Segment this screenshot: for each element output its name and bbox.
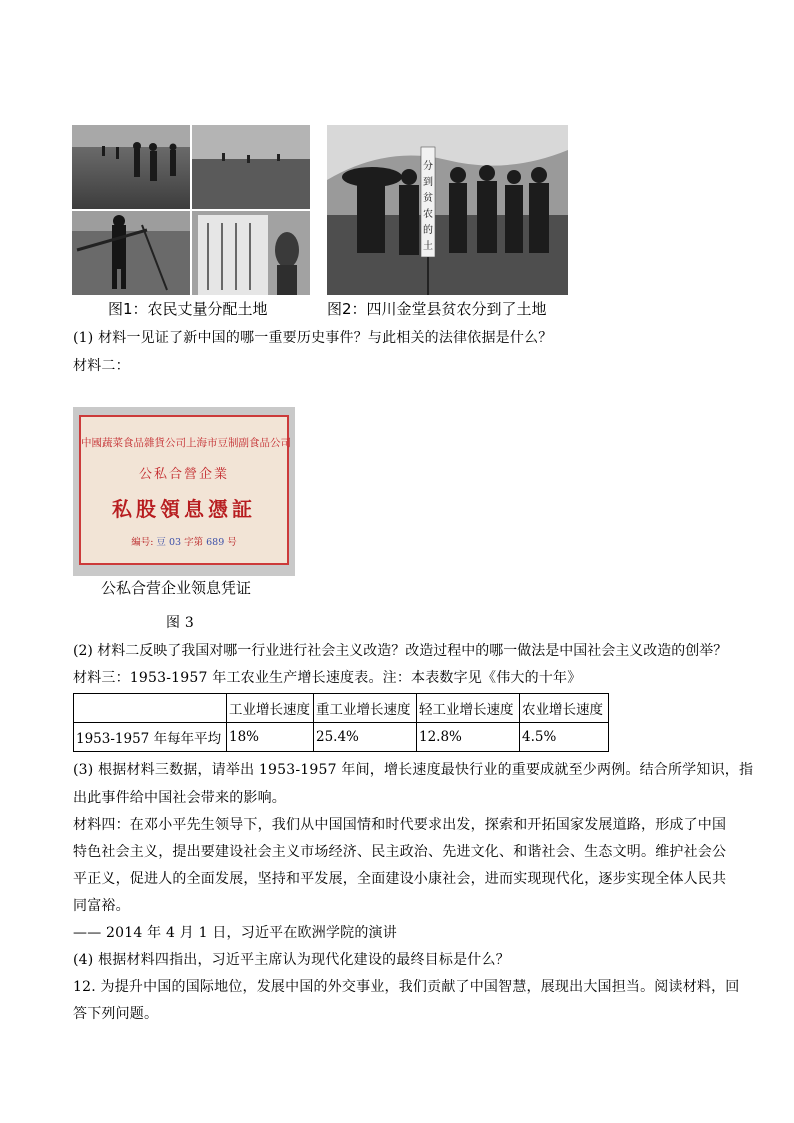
fig1-caption: 图1：农民丈量分配土地 [108,300,268,318]
fig2-sign-char-3: 贫 [423,193,433,204]
table-row-label: 1953-1957 年每年平均 [74,723,227,752]
question-1: (1) 材料一见证了新中国的哪一重要历史事件？与此相关的法律依据是什么？ [73,330,553,346]
material-2-label: 材料二： [73,358,130,374]
material-4-line-4: 同富裕。 [73,898,130,914]
table-header-industry: 工业增长速度 [227,694,314,723]
fig2-sign-char-4: 农 [423,209,433,220]
table-header-row [74,694,609,723]
fig2-caption: 图2：四川金堂县贫农分到了土地 [327,300,547,318]
material-4-line-3: 平正义，促进人的全面发展，坚持和平发展，全面建设小康社会，进而实现现代化，逐步实现全体人民共 [73,871,727,887]
certificate-number-value: 豆 03 [156,537,182,548]
table-cell-agriculture: 4.5% [520,723,609,752]
fig3-label: 图 3 [166,615,194,631]
certificate-enterprise-line: 公私合營企業 [138,467,229,482]
table-header-agriculture: 农业增长速度 [520,694,609,723]
material-4-line-2: 特色社会主义，提出要建设社会主义市场经济、民主政治、先进文化、和谐社会、生态文明。维护社会公 [73,844,727,860]
certificate-title: 私股領息憑証 [112,497,256,521]
fig2-photo [327,125,568,295]
fig2-sign-char-5: 的 [423,225,433,236]
table-cell-heavy-industry: 25.4% [314,723,417,752]
table-header-heavy-industry: 重工业增长速度 [314,694,417,723]
certificate-company-line: 中國蔬菜食品雜貨公司上海市豆制副食品公司 [81,437,291,449]
fig2-sign-char-6: 土 [423,241,433,252]
question-3-line-1: (3) 根据材料三数据，请举出 1953-1957 年间，增长速度最快行业的重要成就至少两例。结合所学知识，指 [73,762,754,778]
fig1-photo-graphic [72,125,310,295]
question-3-line-2: 出此事件给中国社会带来的影响。 [73,790,286,806]
table-cell-industry: 18% [227,723,314,752]
certificate-card [79,415,289,565]
certificate-number [81,534,287,548]
table-header-empty [74,694,227,723]
certificate-number-prefix: 編号: [131,537,154,548]
fig3-certificate-photo [73,407,295,576]
question-12-line-1: 12. 为提升中国的国际地位，发展中国的外交事业，我们贡献了中国智慧，展现出大国担当。阅读材料，回 [73,979,740,995]
growth-rate-table [73,693,609,752]
material-4-source: —— 2014 年 4 月 1 日，习近平在欧洲学院的演讲 [73,925,397,941]
fig2-photo-graphic [327,125,568,295]
fig3-caption: 公私合营企业领息凭证 [101,579,252,597]
table-cell-light-industry: 12.8% [417,723,520,752]
fig2-sign-char-2: 到 [423,177,433,188]
question-12-line-2: 答下列问题。 [73,1006,159,1022]
certificate-number-mid: 字第 [184,537,204,548]
question-4: (4) 根据材料四指出，习近平主席认为现代化建设的最终目标是什么？ [73,952,510,968]
fig2-sign-char-1: 分 [423,161,433,172]
material-3-intro: 材料三：1953-1957 年工农业生产增长速度表。注：本表数字见《伟大的十年》 [73,670,582,686]
fig1-photo-collage [72,125,310,295]
certificate-number-suffix: 号 [227,537,237,548]
material-4-line-1: 材料四：在邓小平先生领导下，我们从中国国情和时代要求出发，探索和开拓国家发展道路，形成了中国 [73,817,727,833]
table-header-light-industry: 轻工业增长速度 [417,694,520,723]
question-2: (2) 材料二反映了我国对哪一行业进行社会主义改造？改造过程中的哪一做法是中国社会主义改造的创举？ [73,643,728,659]
certificate-number-tail: 689 [206,537,225,548]
table-row [74,723,609,752]
